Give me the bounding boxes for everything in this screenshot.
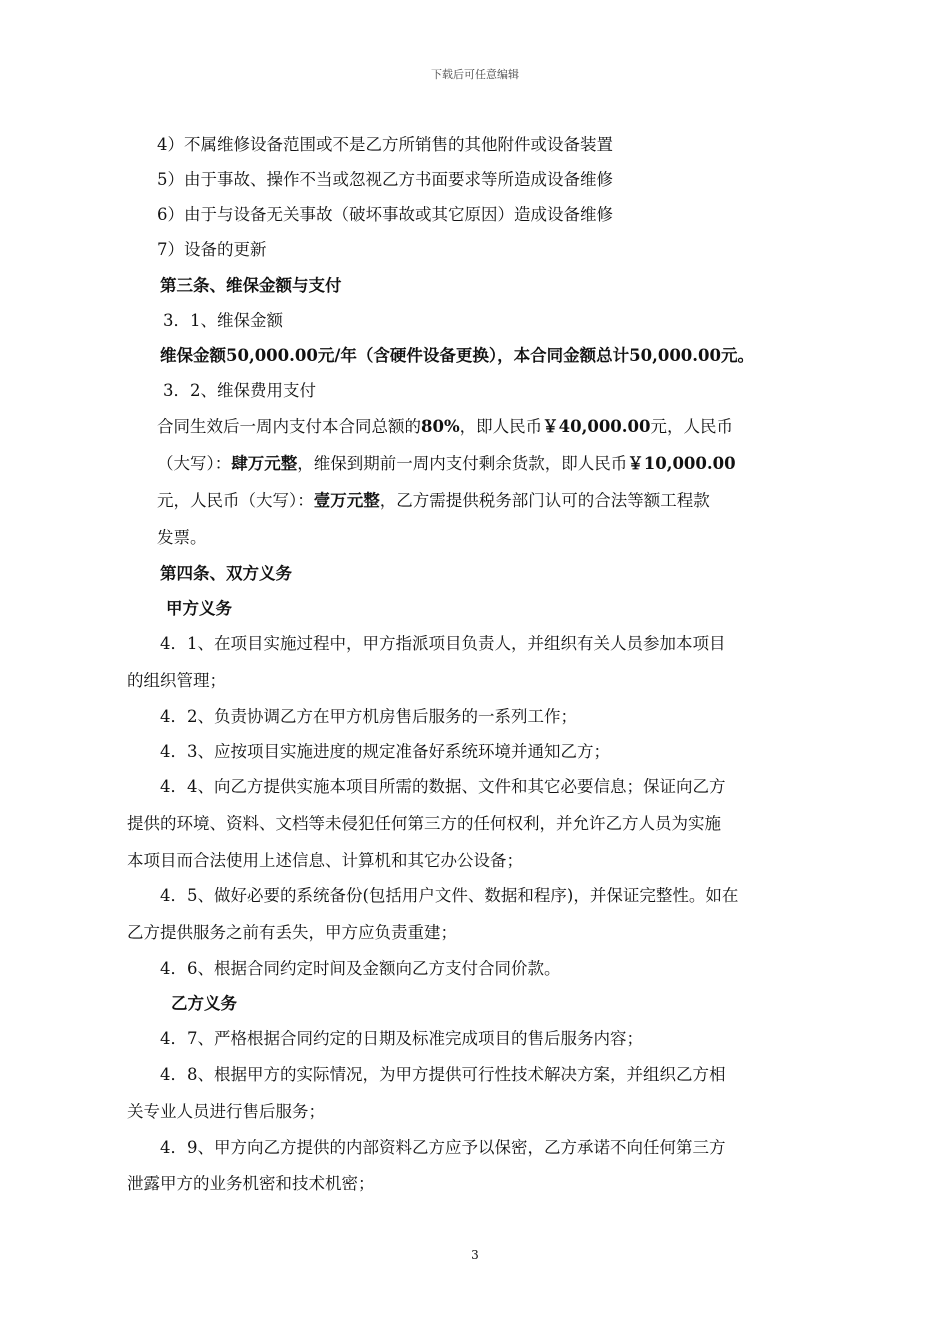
payment-text: ，乙方需提供税务部门认可的合法等额工程款 — [379, 491, 710, 510]
article3-title: 第三条、维保金额与支付 — [160, 276, 342, 295]
payment-line-3 — [157, 490, 710, 512]
party-a-line: 4．6、根据合同约定时间及金额向乙方支付合同价款。 — [160, 959, 561, 978]
payment-text: ，即人民币 — [459, 417, 543, 436]
party-a-line: 本项目而合法使用上述信息、计算机和其它办公设备； — [127, 851, 523, 870]
party-b-line: 4．7、严格根据合同约定的日期及标准完成项目的售后服务内容； — [160, 1029, 643, 1048]
party-b-line: 关专业人员进行售后服务； — [127, 1102, 325, 1121]
clause3-item-4: 4）不属维修设备范围或不是乙方所销售的其他附件或设备装置 — [157, 135, 613, 154]
article4-title: 第四条、双方义务 — [160, 564, 292, 583]
party-a-line: 4．1、在项目实施过程中，甲方指派项目负责人，并组织有关人员参加本项目 — [160, 634, 726, 653]
section-3-2-title: 3．2、维保费用支付 — [163, 381, 316, 400]
payment-text: ，维保到期前一周内支付剩余货款，即人民币 — [297, 454, 628, 473]
party-a-line: 4．4、向乙方提供实施本项目所需的数据、文件和其它必要信息；保证向乙方 — [160, 777, 726, 796]
party-a-line: 提供的环境、资料、文档等未侵犯任何第三方的任何权利，并允许乙方人员为实施 — [127, 814, 721, 833]
party-b-line: 4．8、根据甲方的实际情况，为甲方提供可行性技术解决方案，并组织乙方相 — [160, 1065, 726, 1084]
section-3-1-title: 3．1、维保金额 — [163, 311, 283, 330]
payment-text: 元，人民币 — [650, 417, 733, 436]
party-a-title: 甲方义务 — [166, 599, 232, 618]
payment-percent: 80% — [421, 417, 460, 436]
clause3-item-5: 5）由于事故、操作不当或忽视乙方书面要求等所造成设备维修 — [157, 170, 613, 189]
party-a-line: 4．5、做好必要的系统备份(包括用户文件、数据和程序)，并保证完整性。如在 — [160, 886, 739, 905]
party-a-line: 4．3、应按项目实施进度的规定准备好系统环境并通知乙方； — [160, 742, 610, 761]
party-b-line: 泄露甲方的业务机密和技术机密； — [127, 1174, 375, 1193]
payment-text: 合同生效后一周内支付本合同总额的 — [157, 417, 421, 436]
payment-line-4: 发票。 — [157, 528, 207, 547]
payment-text: 元，人民币（大写）： — [157, 491, 314, 510]
download-editable-note: 下载后可任意编辑 — [431, 68, 519, 81]
section-3-1-body: 维保金额50,000.00元/年（含硬件设备更换），本合同金额总计50,000.00元。 — [160, 346, 754, 365]
payment-amount-second: ￥10,000.00 — [627, 454, 736, 473]
page-number: 3 — [471, 1248, 479, 1262]
payment-line-1 — [157, 416, 733, 438]
party-a-line: 的组织管理； — [127, 671, 226, 690]
clause3-item-6: 6）由于与设备无关事故（破坏事故或其它原因）造成设备维修 — [157, 205, 613, 224]
payment-amount-first: ￥40,000.00 — [542, 417, 651, 436]
party-a-line: 乙方提供服务之前有丢失，甲方应负责重建； — [127, 923, 457, 942]
party-a-line: 4．2、负责协调乙方在甲方机房售后服务的一系列工作； — [160, 707, 577, 726]
party-b-title: 乙方义务 — [171, 994, 237, 1013]
payment-text: （大写）： — [157, 454, 232, 473]
clause3-item-7: 7）设备的更新 — [157, 240, 267, 259]
payment-amount-second-words: 壹万元整 — [313, 491, 380, 510]
payment-amount-first-words: 肆万元整 — [231, 454, 298, 473]
payment-line-2 — [157, 453, 736, 475]
party-b-line: 4．9、甲方向乙方提供的内部资料乙方应予以保密，乙方承诺不向任何第三方 — [160, 1138, 726, 1157]
